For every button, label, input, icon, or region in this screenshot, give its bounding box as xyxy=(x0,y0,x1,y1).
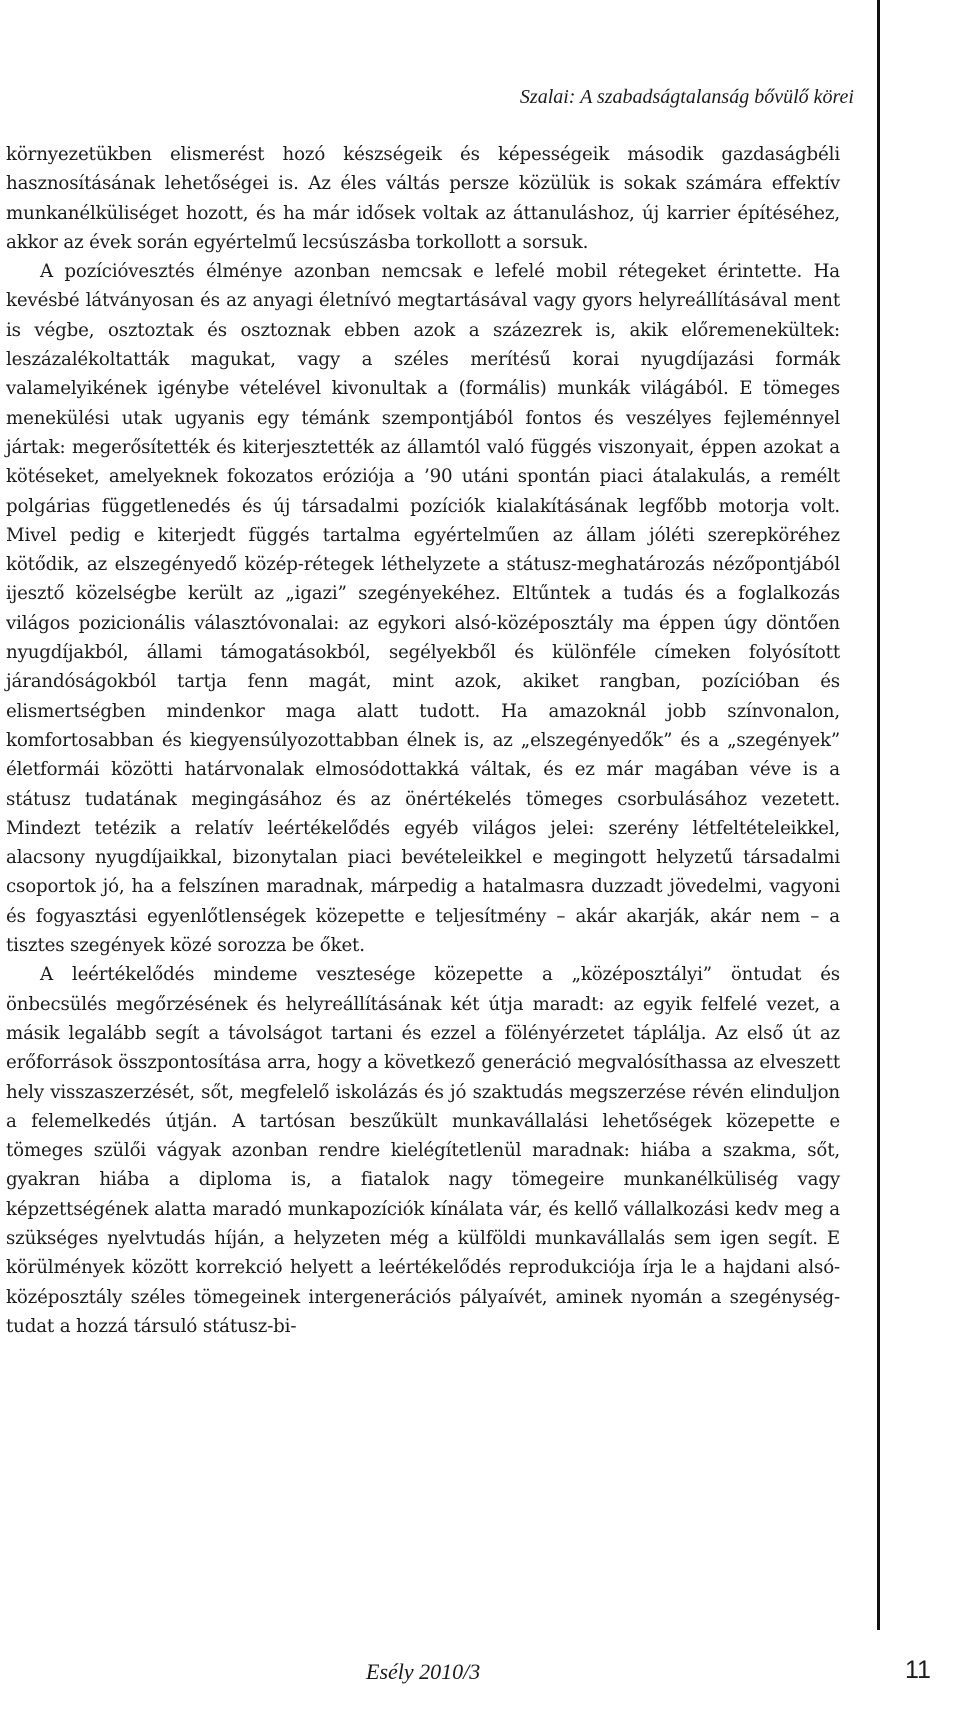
article-body xyxy=(6,140,840,1341)
margin-rule xyxy=(877,0,880,1630)
journal-issue: Esély 2010/3 xyxy=(366,1659,481,1684)
paragraph-1: környezetükben elismerést hozó készségeik és képességeik második gazdaságbéli hasznosításának lehetőségei is. Az éles váltás persze közülük is sokak számára effektív munkanélküliséget hozott, és ha már idősek voltak az áttanuláshoz, új karrier építéséhez, akkor az évek során egyértelmű lecsúszásba torkollott a sorsuk. xyxy=(6,144,840,253)
running-header: Szalai: A szabadságtalanság bővülő körei xyxy=(519,86,854,108)
paragraph-2: A pozícióvesztés élménye azonban nemcsak e lefelé mobil rétegeket érintette. Ha kevésbé látványosan és az anyagi életnívó megtartásával vagy gyors helyreállításával ment is végbe, osztoztak és osztoznak ebben azok a százezrek is, akik előremenekültek: leszázalékoltatták magukat, vagy a széles merítésű korai nyugdíjazási formák valamelyikének igénybe vételével kivonultak a (formális) munkák világából. E tömeges menekülési utak ugyanis egy témánk szempontjából fontos és veszélyes fejleménnyel jártak: megerősítették és kiterjesztették az államtól való függés viszonyait, éppen azokat a kötéseket, amelyeknek fokozatos eróziója a ’90 utáni spontán piaci átalakulás, a remélt polgárias függetlenedés és új társadalmi pozíciók kialakításának legfőbb motorja volt. Mivel pedig e kiterjedt függés tartalma egyértelműen az állam jóléti szerepköréhez kötődik, az elszegényedő közép-rétegek léthelyzete a státusz-meghatározás nézőpontjából ijesztő közelségbe került az „igazi” szegényekéhez. Eltűntek a tudás és a foglalkozás világos pozicionális választóvonalai: az egykori alsó-középosztály ma éppen úgy döntően nyugdíjakból, állami támogatásokból, segélyekből és különféle címeken folyósított járandóságokból tartja fenn magát, mint azok, akiket rangban, pozícióban és elismertségben mindenkor maga alatt tudott. Ha amazoknál jobb színvonalon, komfortosabban és kiegyensúlyozottabban élnek is, az „elszegényedők” és a „szegények” életformái közötti határvonalak elmosódottakká váltak, és ez már magában véve is a státusz tudatának megingásához és az önértékelés tömeges csorbulásához vezetett. Mindezt tetézik a relatív leértékelődés egyéb világos jelei: szerény létfeltételeikkel, alacsony nyugdíjaikkal, bizonytalan piaci bevételeikkel e megingott helyzetű társadalmi csoportok jó, ha a felszínen maradnak, márpedig a hatalmasra duzzadt jövedelmi, vagyoni és fogyasztási egyenlőtlenségek közepette e teljesítmény – akár akarják, akár nem – a tisztes szegények közé sorozza be őket. xyxy=(6,261,840,957)
paragraph-3: A leértékelődés mindeme vesztesége közepette a „középosztályi” öntudat és önbecsülés megőrzésének és helyreállításának két útja maradt: az egyik felfelé vezet, a másik legalább segít a távolságot tartani és ezzel a fölényérzetet táplálja. Az első út az erőforrások összpontosítása arra, hogy a következő generáció megvalósíthassa az elveszett hely visszaszerzését, sőt, megfelelő iskolázás és jó szaktudás megszerzése révén elinduljon a felemelkedés útján. A tartósan beszűkült munkavállalási lehetőségek közepette e tömeges szülői vágyak azonban rendre kielégítetlenül maradnak: hiába a szakma, sőt, gyakran hiába a diploma is, a fiatalok nagy tömegeire munkanélküliség vagy képzettségének alatta maradó munkapozíciók kínálata vár, és kellő vállalkozási kedv meg a szükséges nyelvtudás híján, a helyzeten még a külföldi munkavállalás sem igen segít. E körülmények között korrekció helyett a leértékelődés reprodukciója írja le a hajdani alsó-középosztály széles tömegeinek intergenerációs pályaívét, aminek nyomán a szegénység-tudat a hozzá társuló státusz-bi- xyxy=(6,964,840,1337)
page-number: 11 xyxy=(905,1656,931,1684)
